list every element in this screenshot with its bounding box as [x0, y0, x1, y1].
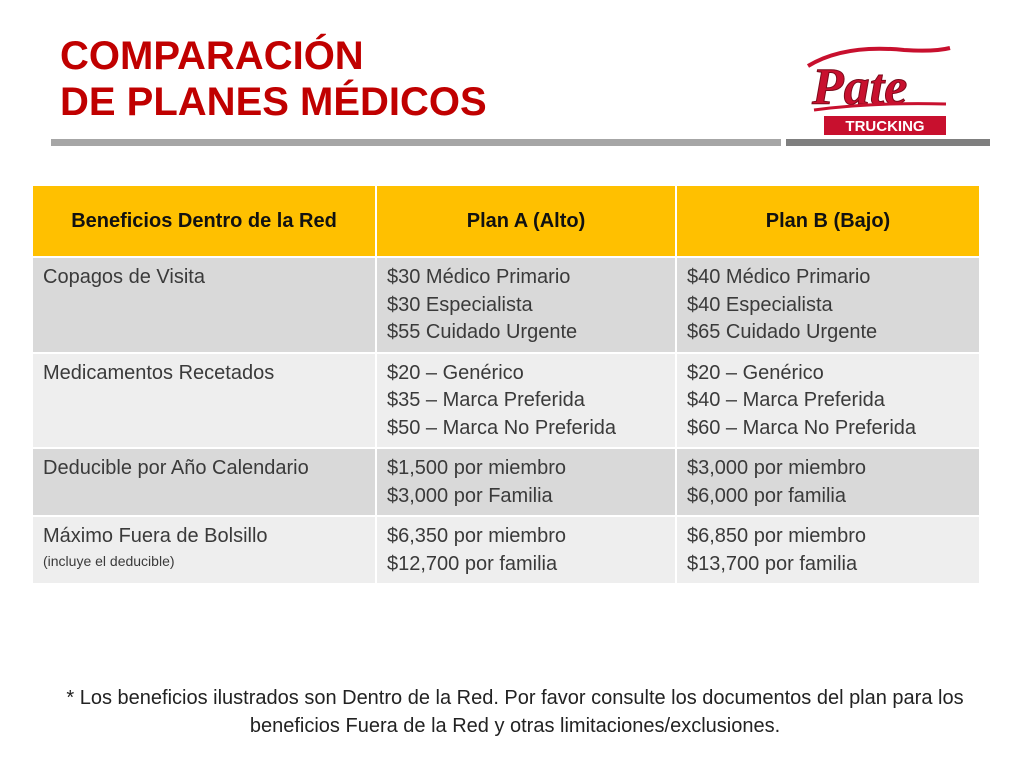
title-line-1: COMPARACIÓN — [60, 34, 364, 78]
plan-b-cell: $3,000 por miembro $6,000 por familia — [677, 447, 979, 515]
title-line-2: DE PLANES MÉDICOS — [60, 80, 487, 124]
plan-b-cell: $40 Médico Primario $40 Especialista $65 Cuidado Urgente — [677, 256, 979, 352]
header-benefits: Beneficios Dentro de la Red — [33, 186, 377, 256]
benefit-label: Máximo Fuera de Bolsillo (incluye el deducible) — [33, 515, 377, 583]
title-divider-dark — [786, 139, 990, 146]
pate-trucking-logo — [804, 40, 954, 136]
plan-a-cell: $6,350 por miembro $12,700 por familia — [377, 515, 677, 583]
header-plan-b: Plan B (Bajo) — [677, 186, 979, 256]
footnote: * Los beneficios ilustrados son Dentro de la Red. Por favor consulte los documentos del plan para los beneficios Fuera de la Red y otras limitaciones/exclusiones. — [66, 687, 964, 737]
table-header-row — [33, 186, 979, 256]
plan-comparison-table — [33, 186, 979, 583]
plan-b-cell: $20 – Genérico $40 – Marca Preferida $60 – Marca No Preferida — [677, 352, 979, 448]
benefit-label: Copagos de Visita — [33, 256, 377, 352]
svg-text:Pate: Pate — [812, 59, 908, 116]
benefit-label: Medicamentos Recetados — [33, 352, 377, 448]
page-title — [60, 33, 487, 125]
plan-b-cell: $6,850 por miembro $13,700 por familia — [677, 515, 979, 583]
table-row — [33, 256, 979, 352]
plan-a-cell: $20 – Genérico $35 – Marca Preferida $50 – Marca No Preferida — [377, 352, 677, 448]
benefit-note: (incluye el deducible) — [43, 552, 175, 569]
table-row — [33, 515, 979, 583]
header-plan-a: Plan A (Alto) — [377, 186, 677, 256]
table-row — [33, 447, 979, 515]
title-divider-gray — [51, 139, 781, 146]
plan-a-cell: $1,500 por miembro $3,000 por Familia — [377, 447, 677, 515]
svg-text:TRUCKING: TRUCKING — [845, 118, 925, 135]
plan-a-cell: $30 Médico Primario $30 Especialista $55 Cuidado Urgente — [377, 256, 677, 352]
table-row — [33, 352, 979, 448]
benefit-label: Deducible por Año Calendario — [33, 447, 377, 515]
